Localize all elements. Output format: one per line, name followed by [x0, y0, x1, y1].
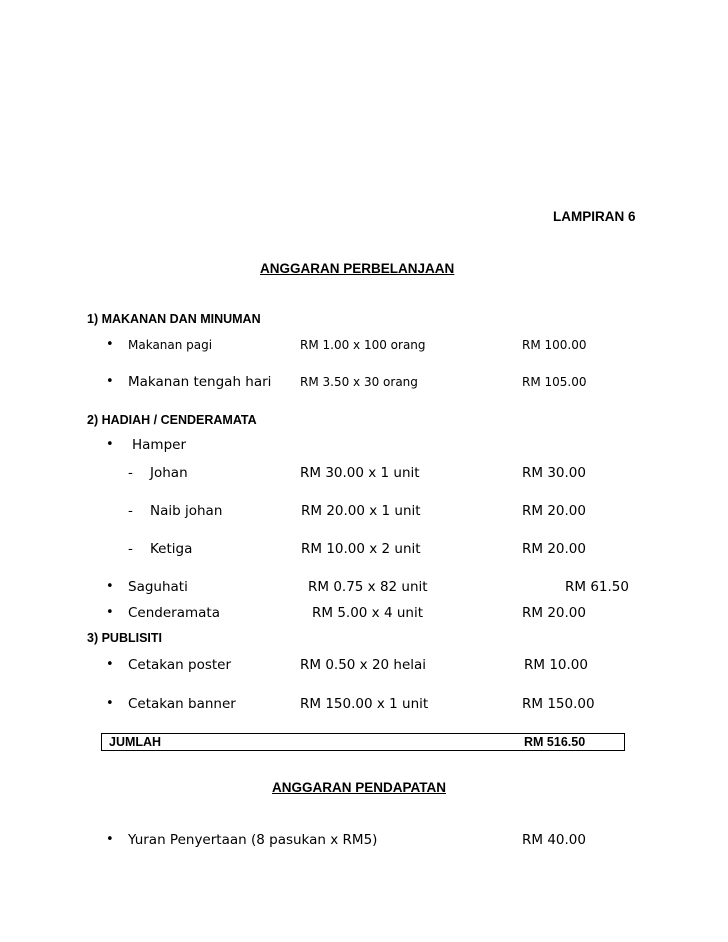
item-amount: RM 10.00 — [524, 657, 588, 673]
item-name: Makanan tengah hari — [128, 374, 272, 390]
total-label: JUMLAH — [109, 735, 162, 749]
item-amount: RM 30.00 — [522, 465, 586, 481]
section-gifts-title: 2) HADIAH / CENDERAMATA — [87, 413, 257, 427]
expense-title: ANGGARAN PERBELANJAAN — [260, 261, 455, 276]
dash-icon: - — [128, 541, 133, 557]
item-name: Hamper — [132, 437, 186, 453]
item-amount: RM 105.00 — [522, 375, 587, 389]
item-name: Naib johan — [150, 503, 223, 519]
item-name: Cetakan poster — [128, 657, 232, 673]
item-amount: RM 20.00 — [522, 503, 586, 519]
item-calc: RM 3.50 x 30 orang — [300, 375, 418, 389]
item-amount: RM 20.00 — [522, 541, 586, 557]
bullet-icon: • — [106, 605, 114, 620]
item-amount: RM 20.00 — [522, 605, 586, 621]
bullet-icon: • — [106, 579, 114, 594]
item-calc: RM 30.00 x 1 unit — [300, 465, 420, 481]
bullet-icon: • — [106, 337, 114, 352]
income-title: ANGGARAN PENDAPATAN — [272, 780, 446, 795]
dash-icon: - — [128, 503, 133, 519]
bullet-icon: • — [106, 374, 114, 389]
item-name: Cetakan banner — [128, 696, 236, 712]
item-calc: RM 20.00 x 1 unit — [301, 503, 421, 519]
bullet-icon: • — [106, 437, 114, 452]
item-name: Makanan pagi — [128, 338, 213, 352]
bullet-icon: • — [106, 657, 114, 672]
item-name: Yuran Penyertaan (8 pasukan x RM5) — [128, 832, 378, 848]
item-name: Cenderamata — [128, 605, 220, 621]
section-publicity-title: 3) PUBLISITI — [87, 631, 163, 645]
item-name: Saguhati — [128, 579, 188, 595]
section-food-title: 1) MAKANAN DAN MINUMAN — [87, 312, 261, 326]
item-amount: RM 40.00 — [522, 832, 586, 848]
item-name: Ketiga — [150, 541, 193, 557]
bullet-icon: • — [106, 696, 114, 711]
item-amount: RM 61.50 — [565, 579, 629, 595]
item-calc: RM 1.00 x 100 orang — [300, 338, 426, 352]
item-calc: RM 0.50 x 20 helai — [300, 657, 427, 673]
dash-icon: - — [128, 465, 133, 481]
item-amount: RM 150.00 — [522, 696, 595, 712]
item-name: Johan — [150, 465, 188, 481]
item-amount: RM 100.00 — [522, 338, 587, 352]
item-calc: RM 5.00 x 4 unit — [312, 605, 423, 621]
item-calc: RM 0.75 x 82 unit — [308, 579, 428, 595]
total-amount: RM 516.50 — [524, 735, 586, 749]
bullet-icon: • — [106, 832, 114, 847]
item-calc: RM 10.00 x 2 unit — [301, 541, 421, 557]
attachment-label: LAMPIRAN 6 — [553, 209, 636, 224]
item-calc: RM 150.00 x 1 unit — [300, 696, 429, 712]
